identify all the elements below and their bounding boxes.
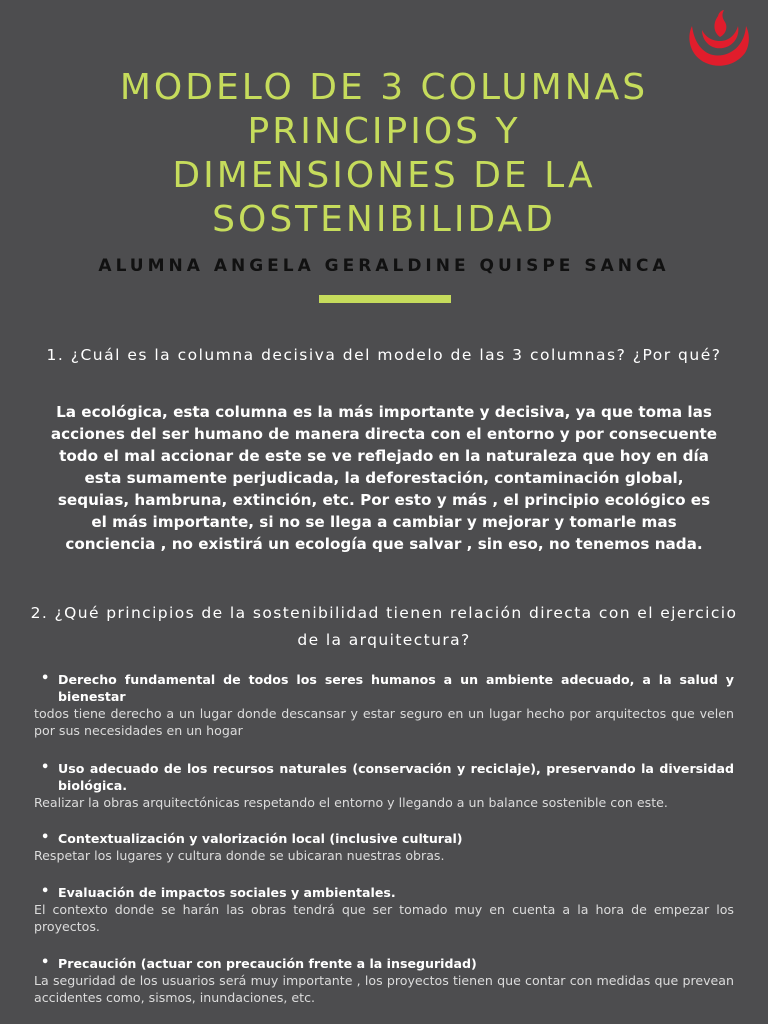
- principle-item: [34, 884, 734, 935]
- principle-title: Uso adecuado de los recursos naturales (conservación y reciclaje), preservando la diversidad biológica.: [58, 761, 734, 793]
- bullet-icon: •: [41, 955, 50, 970]
- principle-title: Derecho fundamental de todos los seres humanos a un ambiente adecuado, a la salud y bienestar: [58, 672, 734, 704]
- bullet-icon: •: [41, 884, 50, 899]
- bullet-icon: •: [41, 671, 50, 686]
- principle-item: [34, 830, 734, 864]
- bullet-icon: •: [41, 830, 50, 845]
- title-line-4: SOSTENIBILIDAD: [212, 199, 556, 240]
- bullet-icon: •: [41, 760, 50, 775]
- principle-title: Evaluación de impactos sociales y ambientales.: [58, 885, 396, 900]
- title-line-3: DIMENSIONES DE LA: [172, 155, 596, 196]
- principle-title: Precaución (actuar con precaución frente a la inseguridad): [58, 956, 477, 971]
- answer-1: La ecológica, esta columna es la más importante y decisiva, ya que toma las acciones del ser humano de manera directa con el entorno y por consecuente todo el mal accionar de este se ve reflejado en la naturaleza que hoy en día esta sumamente perjudicada, la deforestación, contaminación global, sequias, hambruna, extinción, etc. Por esto y más , el principio ecológico es el más importante, si no se llega a cambiar y mejorar y tomarle mas conciencia , no existirá un ecología que salvar , sin eso, no tenemos nada.: [50, 403, 718, 553]
- principle-item: [34, 671, 734, 739]
- title-line-1: MODELO DE 3 COLUMNAS: [119, 67, 649, 108]
- question-1: 1. ¿Cuál es la columna decisiva del modelo de las 3 columnas? ¿Por qué?: [46, 346, 722, 364]
- page-title: [20, 66, 748, 242]
- question-2: 2. ¿Qué principios de la sostenibilidad tienen relación directa con el ejercicio de la arquitectura?: [30, 604, 738, 649]
- principle-description: La seguridad de los usuarios será muy importante , los proyectos tienen que contar con medidas que prevean accidentes como, sismos, inundaciones, etc.: [34, 973, 734, 1005]
- divider: [319, 295, 451, 303]
- flame-logo-icon: [686, 10, 752, 70]
- principle-description: todos tiene derecho a un lugar donde descansar y estar seguro en un lugar hecho por arquitectos que velen por sus necesidades en un hogar: [34, 706, 734, 738]
- principle-description: El contexto donde se harán las obras tendrá que ser tomado muy en cuenta a la hora de empezar los proyectos.: [34, 902, 734, 934]
- principle-item: [34, 955, 734, 1006]
- principle-title: Contextualización y valorización local (inclusive cultural): [58, 831, 463, 846]
- title-line-2: PRINCIPIOS Y: [247, 111, 521, 152]
- principle-description: Realizar la obras arquitectónicas respetando el entorno y llegando a un balance sostenible con este.: [34, 795, 668, 810]
- author-name: ALUMNA ANGELA GERALDINE QUISPE SANCA: [98, 256, 670, 276]
- principle-description: Respetar los lugares y cultura donde se ubicaran nuestras obras.: [34, 848, 445, 863]
- principle-item: [34, 760, 734, 811]
